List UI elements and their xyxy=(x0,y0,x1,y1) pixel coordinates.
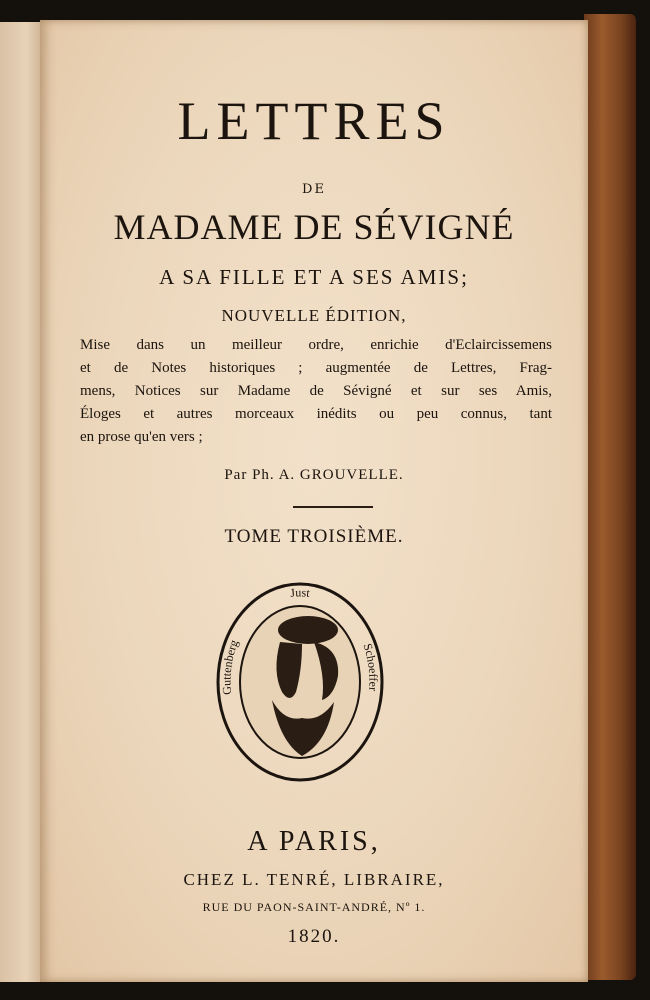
medallion-label-top: Just xyxy=(289,585,311,600)
svg-text:Just xyxy=(290,585,312,600)
imprint-place: A PARIS, xyxy=(247,826,381,857)
imprint-publisher: CHEZ L. TENRÉ, LIBRAIRE, xyxy=(183,870,445,889)
description-line: mens, Notices sur Madame de Sévigné et sur ses Amis, xyxy=(80,383,552,399)
title-connector: DE xyxy=(302,182,326,197)
volume-label: TOME TROISIÈME. xyxy=(224,526,404,547)
medallion-label-right: Schoeffer xyxy=(360,641,381,692)
left-page-edge xyxy=(0,22,44,982)
subtitle: A SA FILLE ET A SES AMIS; xyxy=(159,265,469,289)
medallion-label-left: Guttenberg xyxy=(219,637,241,696)
edition-label: NOUVELLE ÉDITION, xyxy=(221,306,407,325)
leather-binding xyxy=(584,14,636,980)
imprint-address: RUE DU PAON-SAINT-ANDRÉ, Nº 1. xyxy=(202,900,426,914)
imprint-year: 1820. xyxy=(287,926,341,947)
editor-byline: Par Ph. A. GROUVELLE. xyxy=(224,467,404,483)
edition-description xyxy=(80,334,552,449)
description-line: en prose qu'en vers ; xyxy=(80,429,203,445)
description-line: Mise dans un meilleur ordre, enrichie d'Eclaircissemens xyxy=(80,337,552,353)
title-page xyxy=(40,20,588,982)
description-line: Éloges et autres morceaux inédits ou peu connus, tant xyxy=(80,406,552,422)
medallion-portrait-icon xyxy=(210,572,390,792)
book-title: LETTRES xyxy=(177,91,451,151)
divider-rule xyxy=(293,506,373,508)
author-name: MADAME DE SÉVIGNÉ xyxy=(113,207,515,247)
description-line: et de Notes historiques ; augmentée de Lettres, Frag- xyxy=(80,360,552,376)
